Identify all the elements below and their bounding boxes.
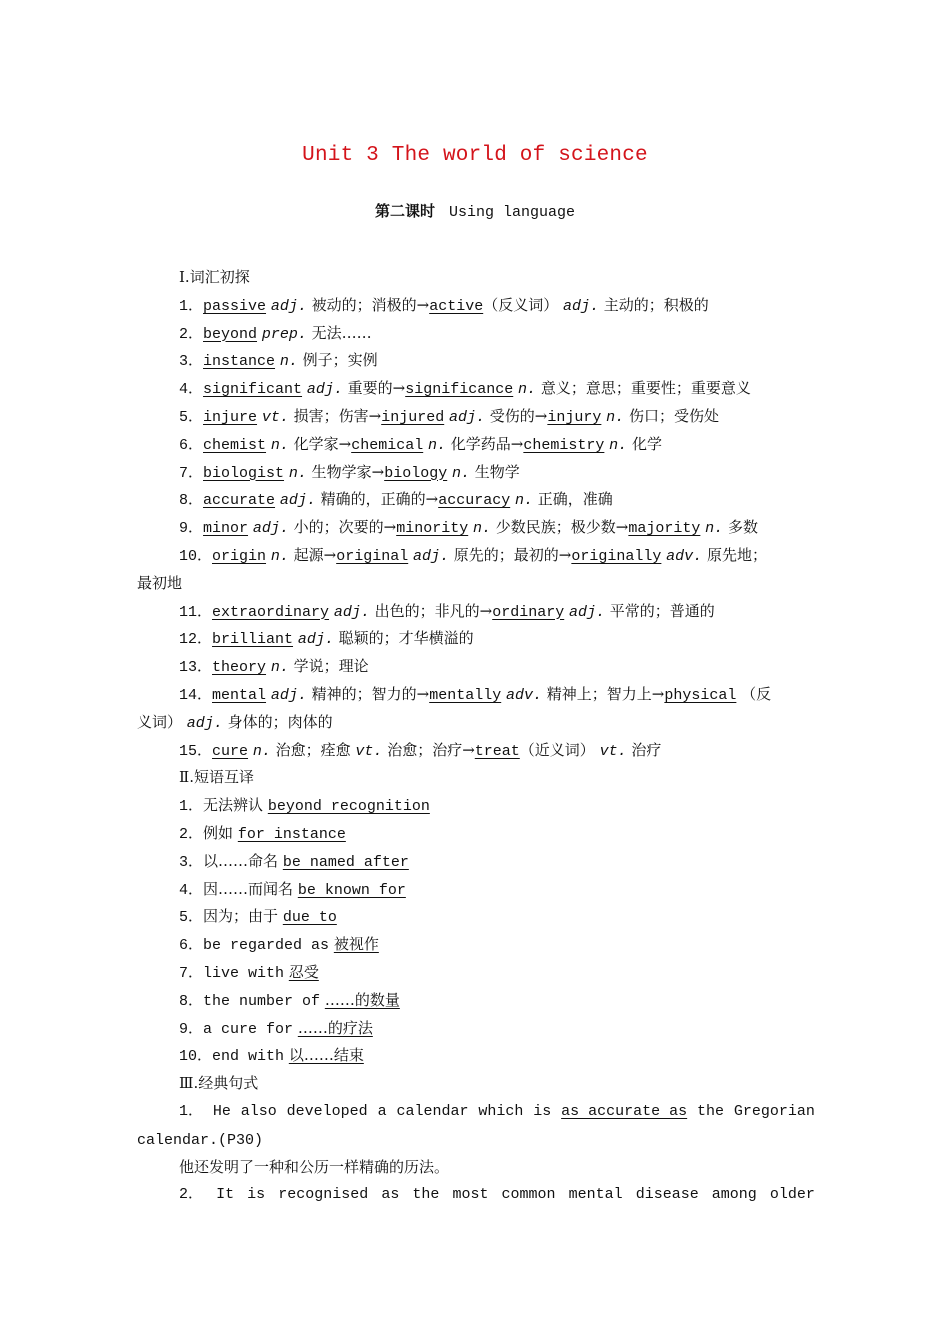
vocab-meaning: 生物学 bbox=[474, 462, 520, 481]
sentence-word: mental bbox=[568, 1186, 623, 1204]
sentence-1-line bbox=[137, 1098, 815, 1126]
sentence-1-continued bbox=[137, 1126, 815, 1154]
vocab-derived-word: significance bbox=[405, 381, 514, 399]
vocab-meaning: 例子；实例 bbox=[302, 351, 378, 370]
phrase-list bbox=[137, 792, 815, 1070]
phrase-prompt: 无法辨认 bbox=[203, 796, 264, 815]
vocab-word: mental bbox=[212, 686, 267, 704]
phrase-item bbox=[137, 931, 815, 959]
part-of-speech: n. bbox=[451, 464, 470, 482]
part-of-speech: n. bbox=[472, 520, 491, 538]
phrase-prompt: 因为；由于 bbox=[203, 907, 279, 926]
sentence-word: disease bbox=[635, 1186, 699, 1204]
vocab-meaning: 精确的，正确的→ bbox=[320, 490, 439, 509]
item-number: 9． bbox=[179, 520, 204, 538]
phrase-item bbox=[137, 820, 815, 848]
vocab-note: （反义词） bbox=[483, 295, 559, 314]
vocab-item bbox=[137, 292, 815, 320]
item-number: 9． bbox=[179, 1020, 204, 1038]
vocab-item-continued bbox=[137, 709, 815, 737]
sentence-word: developed bbox=[286, 1102, 368, 1120]
vocab-meaning: 起源→ bbox=[293, 545, 337, 564]
phrase-item bbox=[137, 876, 815, 904]
sentence-word: 1． bbox=[179, 1102, 204, 1120]
part-of-speech: n. bbox=[427, 436, 446, 454]
vocab-item bbox=[137, 459, 815, 487]
part-of-speech: adv. bbox=[505, 686, 542, 704]
part-of-speech: n. bbox=[514, 492, 533, 510]
phrase-prompt: 例如 bbox=[203, 823, 234, 842]
sentence-word: also bbox=[240, 1102, 277, 1120]
vocab-item bbox=[137, 320, 815, 348]
item-number: 10． bbox=[179, 547, 213, 565]
section-heading-vocab: Ⅰ.词汇初探 bbox=[179, 268, 250, 286]
sentence-word: common bbox=[501, 1186, 556, 1204]
sentence-list bbox=[137, 1098, 815, 1209]
vocab-derived-word: treat bbox=[474, 742, 520, 760]
vocab-derived-word: injured bbox=[381, 408, 445, 426]
vocab-meaning: 少数民族；极少数→ bbox=[495, 518, 629, 537]
vocab-meaning: 精神的；智力的→ bbox=[311, 684, 430, 703]
vocab-item bbox=[137, 514, 815, 542]
part-of-speech: adj. bbox=[270, 297, 307, 315]
phrase-prompt: 因……而闻名 bbox=[203, 879, 294, 898]
part-of-speech: n. bbox=[252, 742, 271, 760]
phrase-item bbox=[137, 987, 815, 1015]
sentence-word: a bbox=[377, 1102, 387, 1120]
sentence-2-line bbox=[137, 1181, 815, 1209]
item-number: 2． bbox=[179, 825, 204, 843]
vocab-word: cure bbox=[212, 742, 249, 760]
vocab-item bbox=[137, 653, 815, 681]
part-of-speech: n. bbox=[705, 520, 724, 538]
phrase-answer: due to bbox=[282, 909, 337, 927]
vocab-word: injure bbox=[203, 408, 258, 426]
vocab-note: （近义词） bbox=[519, 740, 595, 759]
sentence-1-translation bbox=[137, 1154, 815, 1182]
phrase-answer: 被视作 bbox=[333, 935, 379, 954]
vocab-word: beyond bbox=[203, 325, 258, 343]
item-number: 15． bbox=[179, 742, 213, 760]
vocab-derived-word: majority bbox=[628, 520, 701, 538]
part-of-speech: n. bbox=[609, 436, 628, 454]
vocab-meaning: 聪颖的；才华横溢的 bbox=[338, 629, 474, 648]
part-of-speech: n. bbox=[606, 408, 625, 426]
vocab-item bbox=[137, 625, 815, 653]
section-heading-sentences: Ⅲ.经典句式 bbox=[179, 1074, 259, 1093]
item-number: 13． bbox=[179, 659, 213, 677]
vocab-meaning: 化学家→ bbox=[293, 434, 352, 453]
vocab-word: biologist bbox=[203, 464, 285, 482]
vocab-item bbox=[137, 737, 815, 765]
part-of-speech: vt. bbox=[261, 408, 289, 426]
vocab-word: theory bbox=[212, 659, 267, 677]
sentence-word: calendar bbox=[396, 1102, 469, 1120]
phrase-answer: ……的疗法 bbox=[297, 1018, 373, 1037]
part-of-speech: adj. bbox=[279, 492, 316, 510]
part-of-speech: adj. bbox=[448, 408, 485, 426]
vocab-meaning: 重要的→ bbox=[347, 379, 406, 398]
part-of-speech: adj. bbox=[306, 381, 343, 399]
part-of-speech: prep. bbox=[261, 325, 307, 343]
phrase-prompt: 以……命名 bbox=[203, 851, 279, 870]
phrase-prompt: end with bbox=[212, 1048, 285, 1066]
part-of-speech: n. bbox=[270, 547, 289, 565]
part-of-speech: adj. bbox=[333, 603, 370, 621]
phrase-answer: 忍受 bbox=[288, 962, 319, 981]
vocab-list bbox=[137, 292, 815, 765]
item-number: 1． bbox=[179, 297, 204, 315]
vocab-meaning: 化学 bbox=[631, 434, 662, 453]
item-number: 7． bbox=[179, 464, 204, 482]
phrase-answer: be named after bbox=[282, 853, 409, 871]
vocab-word: brilliant bbox=[212, 631, 294, 649]
vocab-word: significant bbox=[203, 381, 303, 399]
vocab-meaning: 正确，准确 bbox=[537, 490, 613, 509]
item-number: 14． bbox=[179, 686, 213, 704]
phrase-answer: 以……结束 bbox=[288, 1046, 364, 1065]
vocab-derived-word: injury bbox=[547, 408, 602, 426]
vocab-word: minor bbox=[203, 520, 249, 538]
section-heading-phrases: Ⅱ.短语互译 bbox=[179, 768, 254, 787]
item-number: 3． bbox=[179, 353, 204, 371]
sentence-word: the bbox=[412, 1186, 440, 1204]
item-number: 7． bbox=[179, 964, 204, 982]
vocab-word: passive bbox=[203, 297, 267, 315]
phrase-item bbox=[137, 1015, 815, 1043]
item-number: 4． bbox=[179, 381, 204, 399]
part-of-speech: adv. bbox=[666, 547, 703, 565]
sentence-word: 2． bbox=[179, 1186, 204, 1204]
sentence-text: calendar.(P30) bbox=[137, 1131, 264, 1149]
vocab-item bbox=[137, 598, 815, 626]
part-of-speech: n. bbox=[270, 659, 289, 677]
item-number: 10． bbox=[179, 1048, 213, 1066]
part-of-speech: n. bbox=[288, 464, 307, 482]
vocab-meaning: 精神上；智力上→ bbox=[546, 684, 665, 703]
vocab-meaning: 治愈；治疗→ bbox=[387, 740, 475, 759]
sentence-word: is bbox=[533, 1102, 552, 1120]
vocab-meaning: 学说；理论 bbox=[293, 657, 369, 676]
item-number: 11． bbox=[179, 603, 213, 621]
subtitle-topic: Using language bbox=[448, 204, 576, 221]
vocab-derived-word: ordinary bbox=[492, 603, 565, 621]
phrase-prompt: live with bbox=[203, 964, 285, 982]
phrase-answer: ……的数量 bbox=[324, 990, 400, 1009]
phrase-item bbox=[137, 959, 815, 987]
part-of-speech: adj. bbox=[252, 520, 289, 538]
vocab-word: origin bbox=[212, 547, 267, 565]
phrase-item bbox=[137, 848, 815, 876]
part-of-speech: n. bbox=[518, 381, 537, 399]
vocab-meaning: 受伤的→ bbox=[489, 406, 548, 425]
sentence-word: recognised bbox=[278, 1186, 369, 1204]
vocab-meaning: （反 bbox=[741, 684, 772, 703]
vocab-item-continued bbox=[137, 570, 815, 598]
vocab-item bbox=[137, 681, 815, 709]
vocab-meaning: 小的；次要的→ bbox=[293, 518, 397, 537]
sentence-word: Gregorian bbox=[733, 1102, 815, 1120]
phrase-prompt: a cure for bbox=[203, 1020, 294, 1038]
vocab-item bbox=[137, 486, 815, 514]
item-number: 8． bbox=[179, 492, 204, 510]
vocab-meaning: 出色的；非凡的→ bbox=[374, 601, 493, 620]
vocab-word: extraordinary bbox=[212, 603, 330, 621]
vocab-meaning: 治疗 bbox=[631, 740, 662, 759]
item-number: 4． bbox=[179, 881, 204, 899]
phrase-item bbox=[137, 1042, 815, 1070]
part-of-speech: vt. bbox=[355, 742, 383, 760]
phrase-answer: for instance bbox=[237, 825, 346, 843]
vocab-meaning: 意义；意思；重要性；重要意义 bbox=[540, 379, 751, 398]
vocab-derived-word: originally bbox=[571, 547, 662, 565]
vocab-derived-word: physical bbox=[664, 686, 737, 704]
part-of-speech: n. bbox=[279, 353, 298, 371]
vocab-meaning: 原先地； bbox=[706, 545, 767, 564]
sentence-word: He bbox=[212, 1102, 231, 1120]
page-title: Unit 3 The world of science bbox=[302, 144, 648, 167]
vocab-item bbox=[137, 403, 815, 431]
item-number: 12． bbox=[179, 631, 213, 649]
part-of-speech: adj. bbox=[186, 714, 223, 732]
vocab-derived-word: accuracy bbox=[438, 492, 511, 510]
item-number: 1． bbox=[179, 798, 204, 816]
part-of-speech: adj. bbox=[563, 297, 600, 315]
sentence-word: the bbox=[697, 1102, 725, 1120]
vocab-item bbox=[137, 542, 815, 570]
item-number: 5． bbox=[179, 909, 204, 927]
vocab-word: chemist bbox=[203, 436, 267, 454]
sentence-word: among bbox=[711, 1186, 757, 1204]
phrase-answer: be known for bbox=[297, 881, 406, 899]
phrase-prompt: be regarded as bbox=[203, 937, 330, 955]
vocab-word: accurate bbox=[203, 492, 276, 510]
part-of-speech: vt. bbox=[599, 742, 627, 760]
vocab-meaning: 被动的；消极的→ bbox=[311, 295, 430, 314]
part-of-speech: adj. bbox=[569, 603, 606, 621]
vocab-meaning: 义词） bbox=[137, 712, 183, 731]
vocab-meaning: 最初地 bbox=[137, 573, 183, 592]
vocab-word: instance bbox=[203, 353, 276, 371]
vocab-meaning: 多数 bbox=[727, 518, 758, 537]
vocab-derived-word: chemical bbox=[351, 436, 424, 454]
part-of-speech: adj. bbox=[297, 631, 334, 649]
sentence-word: is bbox=[247, 1186, 266, 1204]
phrase-item bbox=[137, 792, 815, 820]
part-of-speech: adj. bbox=[270, 686, 307, 704]
vocab-meaning: 身体的；肉体的 bbox=[227, 712, 333, 731]
vocab-derived-word: original bbox=[336, 547, 409, 565]
phrase-item bbox=[137, 903, 815, 931]
part-of-speech: n. bbox=[270, 436, 289, 454]
sentence-word: which bbox=[478, 1102, 524, 1120]
part-of-speech: adj. bbox=[412, 547, 449, 565]
item-number: 5． bbox=[179, 408, 204, 426]
phrase-prompt: the number of bbox=[203, 992, 321, 1010]
vocab-derived-word: minority bbox=[396, 520, 469, 538]
vocab-meaning: 原先的；最初的→ bbox=[453, 545, 572, 564]
item-number: 3． bbox=[179, 853, 204, 871]
vocab-meaning: 主动的；积极的 bbox=[603, 295, 709, 314]
item-number: 6． bbox=[179, 436, 204, 454]
sentence-word: most bbox=[452, 1186, 489, 1204]
sentence-word: as bbox=[381, 1186, 400, 1204]
item-number: 8． bbox=[179, 992, 204, 1010]
vocab-meaning: 平常的；普通的 bbox=[609, 601, 715, 620]
vocab-item bbox=[137, 431, 815, 459]
sentence-word: as accurate as bbox=[561, 1102, 688, 1120]
vocab-meaning: 损害；伤害→ bbox=[293, 406, 382, 425]
vocab-item bbox=[137, 375, 815, 403]
vocab-derived-word: biology bbox=[384, 464, 448, 482]
vocab-item bbox=[137, 347, 815, 375]
vocab-meaning: 无法…… bbox=[311, 323, 372, 342]
vocab-derived-word: mentally bbox=[429, 686, 502, 704]
sentence-word: older bbox=[769, 1186, 815, 1204]
sentence-word: It bbox=[216, 1186, 235, 1204]
vocab-meaning: 伤口；受伤处 bbox=[628, 406, 719, 425]
vocab-derived-word: chemistry bbox=[523, 436, 605, 454]
item-number: 2． bbox=[179, 325, 204, 343]
vocab-derived-word: active bbox=[429, 297, 484, 315]
item-number: 6． bbox=[179, 937, 204, 955]
phrase-answer: beyond recognition bbox=[267, 798, 430, 816]
vocab-meaning: 化学药品→ bbox=[450, 434, 524, 453]
vocab-meaning: 生物学家→ bbox=[311, 462, 385, 481]
translation-text: 他还发明了一种和公历一样精确的历法。 bbox=[179, 1157, 450, 1176]
page-subtitle bbox=[0, 200, 950, 221]
document-body bbox=[137, 264, 815, 1209]
subtitle-lesson: 第二课时 bbox=[374, 202, 435, 220]
vocab-meaning: 治愈；痊愈 bbox=[275, 740, 351, 759]
